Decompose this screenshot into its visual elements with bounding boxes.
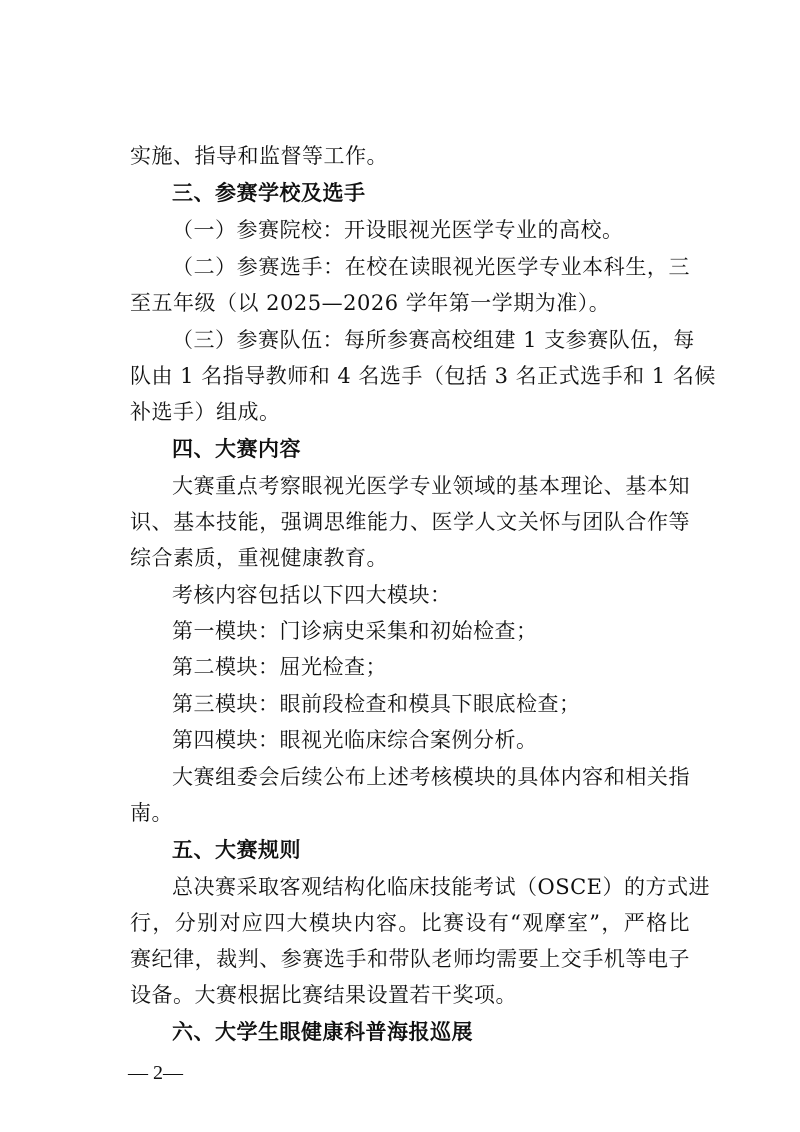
body-text-line: 识、基本技能，强调思维能力、医学人文关怀与团队合作等 [130,510,690,534]
body-text-line: 实施、指导和监督等工作。 [130,144,388,168]
module-item: 第一模块：门诊病史采集和初始检查； [172,619,538,643]
body-text-line: 综合素质，重视健康教育。 [130,546,388,570]
body-text-line: 设备。大赛根据比赛结果设置若干奖项。 [130,983,517,1007]
section-heading-5: 五、大赛规则 [172,838,301,862]
body-text-line: 补选手）组成。 [130,400,281,424]
body-text-line: 行，分别对应四大模块内容。比赛设有“观摩室”，严格比 [130,911,690,935]
section-heading-4: 四、大赛内容 [172,437,301,461]
body-text-line: （一）参赛院校：开设眼视光医学专业的高校。 [172,218,624,242]
body-text-line: 队由 1 名指导教师和 4 名选手（包括 3 名正式选手和 1 名候 [130,364,716,388]
section-heading-6: 六、大学生眼健康科普海报巡展 [172,1020,473,1044]
body-text-line: 考核内容包括以下四大模块： [172,583,452,607]
body-text-line: （二）参赛选手：在校在读眼视光医学专业本科生，三 [172,255,690,279]
module-item: 第四模块：眼视光临床综合案例分析。 [172,728,538,752]
module-item: 第二模块：屈光检查； [172,655,387,679]
section-heading-3: 三、参赛学校及选手 [172,181,366,205]
body-text-line: 赛纪律，裁判、参赛选手和带队老师均需要上交手机等电子 [130,947,690,971]
module-item: 第三模块：眼前段检查和模具下眼底检查； [172,692,581,716]
body-text-line: 总决赛采取客观结构化临床技能考试（OSCE）的方式进 [172,875,710,899]
body-text-line: 至五年级（以 2025—2026 学年第一学期为准）。 [130,291,611,315]
body-text-line: 南。 [130,801,173,825]
body-text-line: 大赛重点考察眼视光医学专业领域的基本理论、基本知 [172,474,690,498]
page-number: — 2— [128,1062,183,1084]
body-text-line: 大赛组委会后续公布上述考核模块的具体内容和相关指 [172,765,690,789]
body-text-line: （三）参赛队伍：每所参赛高校组建 1 支参赛队伍，每 [172,328,695,352]
